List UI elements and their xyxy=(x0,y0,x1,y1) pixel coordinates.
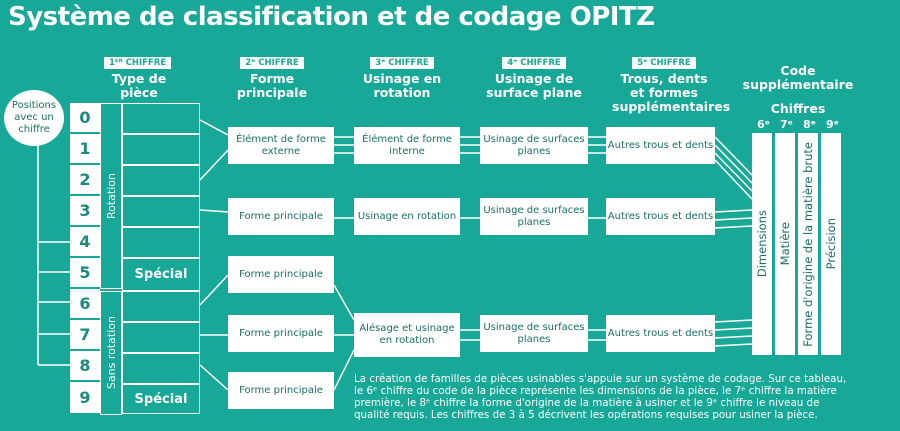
c4-box-2: Usinage de surfaces planes xyxy=(480,198,588,235)
col1-title: Type de pièce xyxy=(111,71,167,100)
page-title: Système de classification et de codage OPITZ xyxy=(8,2,655,32)
digit-6: 6 xyxy=(70,289,100,320)
group-sans-rotation xyxy=(100,291,122,415)
type-row xyxy=(122,103,200,134)
col3-header xyxy=(362,50,442,100)
c2-box-1: Élément de forme externe xyxy=(228,127,334,164)
c2-box-5: Forme principale xyxy=(228,372,334,409)
c5-box-3: Autres trous et dents xyxy=(606,315,715,352)
col5-title: Trous, dents et formes supplémentaires xyxy=(612,71,731,114)
col4-title: Usinage de surface plane xyxy=(486,71,582,100)
c2-box-2: Forme principale xyxy=(228,198,334,235)
col3-title: Usinage en rotation xyxy=(362,71,442,100)
code-col-dimensions xyxy=(752,133,772,355)
type-row-special-1: Spécial xyxy=(122,258,200,291)
digit-1: 1 xyxy=(70,134,100,165)
digit-7: 7 xyxy=(70,320,100,351)
type-row xyxy=(122,291,200,322)
code-label-precision: Précision xyxy=(824,218,838,270)
digit-8: 8 xyxy=(70,351,100,382)
c4-box-3: Usinage de surfaces planes xyxy=(480,315,588,352)
type-row xyxy=(122,165,200,196)
type-rows xyxy=(122,103,200,415)
group-rotation xyxy=(100,103,122,289)
col2-tag: 2ᵉ CHIFFRE xyxy=(240,57,303,69)
code-digit-6: 6ᵉ xyxy=(757,118,770,131)
digit-0: 0 xyxy=(70,103,100,134)
digit-2: 2 xyxy=(70,165,100,196)
positions-circle: Positions avec un chiffre xyxy=(4,90,64,146)
code-digit-8: 8ᵉ xyxy=(803,118,816,131)
type-row xyxy=(122,322,200,353)
code-supp-sub: Chiffres xyxy=(770,101,826,116)
col5-header xyxy=(612,50,731,114)
digit-column xyxy=(70,103,100,415)
type-row-special-2: Spécial xyxy=(122,384,200,414)
col1-tag: 1ᴱᴿ CHIFFRE xyxy=(104,57,171,69)
code-col-forme xyxy=(798,133,818,355)
digit-9: 9 xyxy=(70,382,100,413)
type-row xyxy=(122,196,200,227)
code-label-dimensions: Dimensions xyxy=(755,210,769,278)
code-digit-7: 7ᵉ xyxy=(780,118,793,131)
group-rotation-label: Rotation xyxy=(104,172,118,219)
col3-tag: 3ᵉ CHIFFRE xyxy=(370,57,433,69)
code-supp-title: Code supplémentaire xyxy=(742,63,854,92)
type-row xyxy=(122,227,200,258)
group-sans-rotation-label: Sans rotation xyxy=(104,316,118,390)
footnote: La création de familles de pièces usinables s'appuie sur un système de codage. Sur ce tableau, le 6ᵉ chiffre du code de la pièce représente les dimensions de la pièce, le 7ᵉ chiffre la matière première, le 8ᵉ chiffre la forme d'origine de la matière à usiner et le 9ᵉ chiffre le niveau de qualité requis. Les chiffres de 3 à 5 décrivent les opérations requises pour usiner la pièce. xyxy=(354,373,847,421)
col4-header xyxy=(484,50,584,100)
c3-box-3: Alésage et usinage en rotation xyxy=(354,313,460,357)
col5-tag: 5ᵉ CHIFFRE xyxy=(632,57,695,69)
c2-box-4: Forme principale xyxy=(228,315,334,352)
code-label-forme: Forme d'origine de la matière brute xyxy=(801,141,815,347)
code-col-precision xyxy=(821,133,841,355)
type-row xyxy=(122,353,200,384)
col2-header xyxy=(232,50,312,100)
type-row xyxy=(122,134,200,165)
digit-4: 4 xyxy=(70,227,100,258)
c2-box-3: Forme principale xyxy=(228,256,334,293)
c5-box-1: Autres trous et dents xyxy=(606,127,715,164)
col4-tag: 4ᵉ CHIFFRE xyxy=(502,57,565,69)
c5-box-2: Autres trous et dents xyxy=(606,198,715,235)
c4-box-1: Usinage de surfaces planes xyxy=(480,127,588,164)
col1-header xyxy=(104,50,168,100)
digit-5: 5 xyxy=(70,258,100,289)
code-col-matiere xyxy=(775,133,795,355)
code-digits xyxy=(752,118,844,131)
digit-3: 3 xyxy=(70,196,100,227)
code-digit-9: 9ᵉ xyxy=(826,118,839,131)
col2-title: Forme principale xyxy=(236,71,308,100)
code-label-matiere: Matière xyxy=(778,222,792,266)
c3-box-1: Élément de forme interne xyxy=(354,127,460,164)
c3-box-2: Usinage en rotation xyxy=(354,198,460,235)
